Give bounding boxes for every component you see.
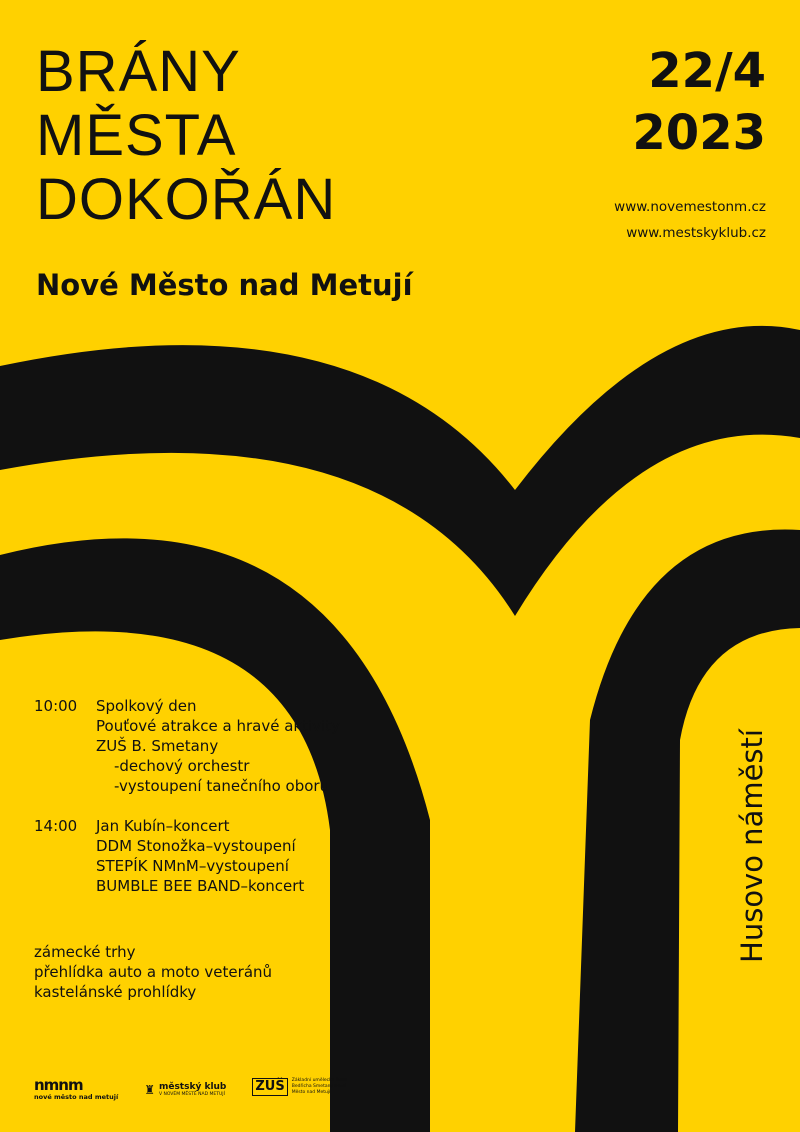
partner-logos [34,1078,348,1102]
additional-activities [34,942,272,1002]
nmnm-logo-caption: nové město nad metují [34,1093,119,1101]
title-line-3: DOKOŘÁN [36,167,337,232]
program-schedule [34,696,340,896]
program-subitem: -dechový orchestr [114,757,250,775]
activity-item: přehlídka auto a moto veteránů [34,963,273,981]
nmnm-logo [34,1078,118,1101]
url-mestskyklub[interactable]: www.mestskyklub.cz [626,225,766,241]
program-time: 14:00 [34,817,78,835]
title-line-1: BRÁNY [36,39,241,104]
castle-icon: ♜ [144,1082,155,1097]
nmnm-logo-mark: nmnm [34,1076,83,1094]
event-date [632,40,766,164]
date-day-month: 22/4 [648,43,766,99]
website-links [614,194,766,246]
program-item: ZUŠ B. Smetany [96,737,219,755]
program-time: 10:00 [34,697,78,715]
program-item: Spolkový den [96,697,197,715]
program-item: Jan Kubín–koncert [96,817,230,835]
program-item: STEPÍK NMnM–vystoupení [96,857,289,875]
program-items [96,816,304,896]
activity-item: kastelánské prohlídky [34,983,197,1001]
title-line-2: MĚSTA [36,103,237,168]
event-title [36,40,336,232]
program-items [96,696,340,796]
activity-item: zámecké trhy [34,943,136,961]
date-year: 2023 [632,105,766,161]
program-subitem: -vystoupení tanečního oboru [114,777,330,795]
program-item: DDM Stonožka–vystoupení [96,837,296,855]
klub-caption: V NOVÉM MĚSTĚ NAD METUJÍ [158,1092,225,1097]
program-item: BUMBLE BEE BAND–koncert [96,877,305,895]
town-name: Nové Město nad Metují [36,268,413,302]
zus-logo-mark: ZUŠ [252,1078,287,1096]
zus-logo [252,1078,347,1096]
klub-name: městský klub [158,1082,227,1092]
url-novemestonm[interactable]: www.novemestonm.cz [614,199,766,215]
mestsky-klub-logo [144,1082,226,1097]
venue-label: Husovo náměstí [735,729,769,963]
program-block-afternoon [34,816,340,896]
program-block-morning [34,696,340,796]
program-item: Pouťové atrakce a hravé aktivity [96,717,340,735]
zus-caption: Základní umělecká škola Bedřicha Smetany Nové Město nad Metují [291,1078,348,1095]
